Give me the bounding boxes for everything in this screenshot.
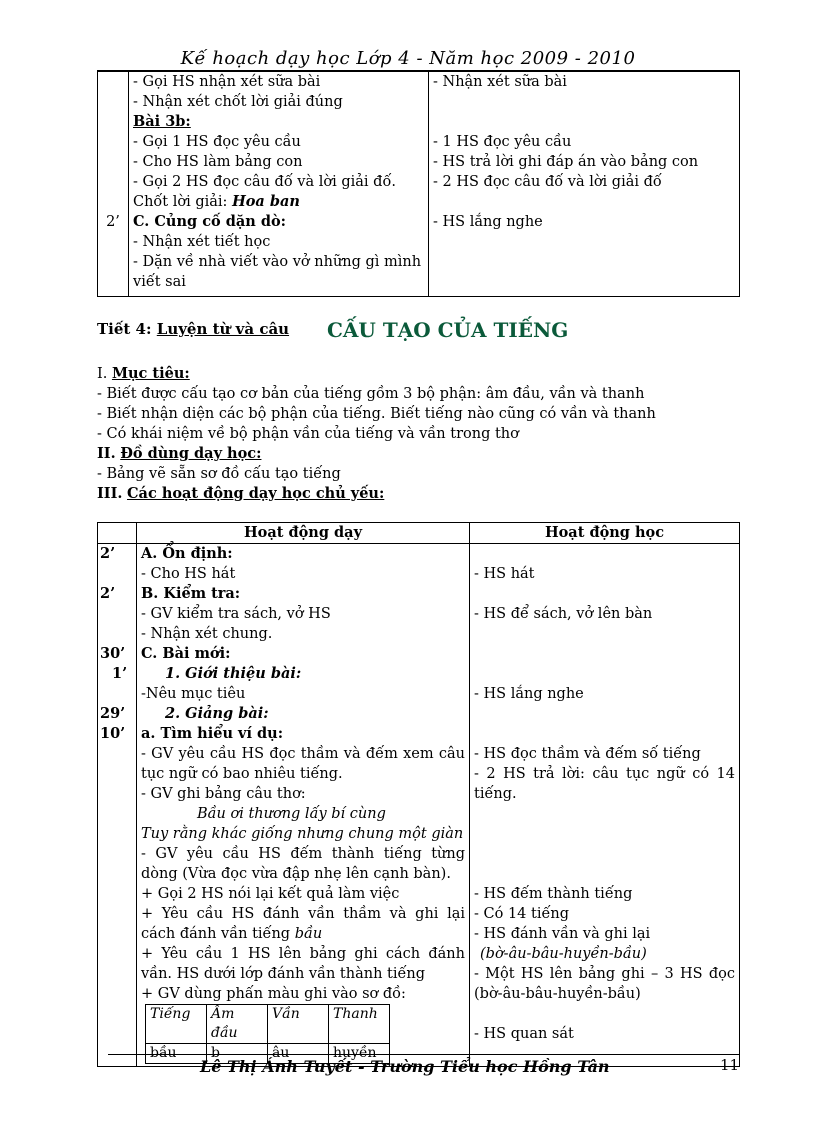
- activity-table: [97, 522, 740, 1067]
- learn-column: [470, 544, 740, 1067]
- diagram-cell: bầu: [146, 1044, 207, 1064]
- time-header: [98, 523, 137, 544]
- exercise-heading: Bài 3b:: [133, 113, 191, 130]
- time-value: 1’: [112, 665, 128, 682]
- lesson-period: [97, 320, 289, 338]
- syllable-diagram: [145, 1004, 390, 1064]
- teach-line: - Nhận xét chung.: [141, 626, 273, 642]
- footer-divider: [108, 1054, 740, 1055]
- section-heading-text: C. Củng cố dặn dò:: [133, 213, 287, 230]
- time-column: [98, 544, 137, 1067]
- teacher-line: - Gọi 1 HS đọc yêu cầu: [133, 134, 301, 150]
- section-heading: [133, 212, 424, 232]
- objective-item: - Có khái niệm về bộ phận vần của tiếng và vần trong thơ: [97, 426, 519, 442]
- time-cell: [98, 72, 129, 297]
- time-value: 29’: [100, 705, 126, 722]
- time-value: 2’: [100, 585, 116, 602]
- answer-line: [133, 192, 424, 212]
- poem-line: Tuy rằng khác giống nhưng chung một giàn: [141, 826, 464, 842]
- time-value: 10’: [100, 725, 126, 742]
- answer-value: Hoa ban: [232, 193, 300, 210]
- student-cell: [429, 72, 740, 297]
- subsection-heading: 2. Giảng bài:: [165, 705, 269, 722]
- learn-header: Hoạt động học: [470, 523, 740, 544]
- teach-header: Hoạt động dạy: [137, 523, 470, 544]
- heading-num: III.: [97, 485, 123, 502]
- diagram-cell: huyền: [329, 1044, 390, 1064]
- student-line: - HS trả lời ghi đáp án vào bảng con: [433, 154, 699, 170]
- section-heading: A. Ổn định:: [141, 545, 233, 562]
- heading-text: Các hoạt động dạy học chủ yếu:: [127, 485, 385, 502]
- time-value: 2’: [100, 545, 116, 562]
- material-item: - Bảng vẽ sẵn sơ đồ cấu tạo tiếng: [97, 466, 341, 482]
- learn-line: (bờ-âu-bâu-huyền-bầu): [480, 946, 647, 962]
- part-heading: a. Tìm hiểu ví dụ:: [141, 725, 284, 742]
- student-line: - Nhận xét sữa bài: [433, 74, 567, 90]
- learn-line: - HS để sách, vở lên bàn: [474, 606, 653, 622]
- student-line: - 2 HS đọc câu đố và lời giải đố: [433, 174, 662, 190]
- teacher-line: - Nhận xét chốt lời giải đúng: [133, 94, 343, 110]
- section-heading: C. Bài mới:: [141, 645, 231, 662]
- heading-num: I.: [97, 366, 108, 382]
- teach-line: [141, 904, 465, 944]
- teach-word: bầu: [294, 926, 323, 942]
- teach-column: [137, 544, 470, 1067]
- heading-num: II.: [97, 445, 116, 462]
- objective-item: - Biết nhận diện các bộ phận của tiếng. Biết tiếng nào cũng có vần và thanh: [97, 406, 656, 422]
- poem-line: Bầu ơi thương lấy bí cùng: [197, 806, 386, 822]
- subsection-heading: 1. Giới thiệu bài:: [165, 665, 302, 682]
- page-header: Kế hoạch dạy học Lớp 4 - Năm học 2009 - 2010: [180, 48, 636, 69]
- diagram-header: Âm đầu: [207, 1005, 268, 1044]
- materials-heading: [97, 444, 656, 464]
- diagram-cell: b: [207, 1044, 268, 1064]
- page-number: 11: [720, 1056, 740, 1074]
- time-value: 2’: [106, 214, 120, 230]
- teach-line: + Gọi 2 HS nói lại kết quả làm việc: [141, 886, 400, 902]
- teach-line: - GV yêu cầu HS đếm thành tiếng từng dòng (Vừa đọc vừa đập nhẹ lên cạnh bàn).: [141, 846, 465, 882]
- learn-line: - HS đếm thành tiếng: [474, 886, 633, 902]
- section-heading: B. Kiểm tra:: [141, 585, 241, 602]
- teach-line: - GV ghi bảng câu thơ:: [141, 786, 306, 802]
- teacher-cell: [129, 72, 429, 297]
- learn-line: - Có 14 tiếng: [474, 906, 570, 922]
- heading-text: Đồ dùng dạy học:: [120, 445, 262, 462]
- objective-item: - Biết được cấu tạo cơ bản của tiếng gồm 3 bộ phận: âm đầu, vần và thanh: [97, 386, 645, 402]
- teach-line: - GV yêu cầu HS đọc thầm và đếm xem câu tục ngữ có bao nhiêu tiếng.: [141, 746, 465, 782]
- teach-text: + Yêu cầu HS đánh vần thầm và ghi lại cách đánh vần tiếng: [141, 906, 465, 942]
- teacher-line: - Nhận xét tiết học: [133, 234, 271, 250]
- teacher-line: - Cho HS làm bảng con: [133, 154, 303, 170]
- teacher-line: - Dặn về nhà viết vào vở những gì mình viết sai: [133, 254, 422, 290]
- learn-line: - HS quan sát: [474, 1026, 574, 1042]
- answer-label: Chốt lời giải:: [133, 194, 228, 210]
- diagram-header: Vần: [268, 1005, 329, 1044]
- heading-text: Mục tiêu:: [111, 365, 190, 382]
- diagram-cell: âu: [268, 1044, 329, 1064]
- teach-line: -Nêu mục tiêu: [141, 686, 246, 702]
- learn-line: - Một HS lên bảng ghi – 3 HS đọc (bờ-âu-bâu-huyền-bầu): [474, 966, 735, 1002]
- subject-label: Luyện từ và câu: [156, 320, 290, 338]
- teach-line: - Cho HS hát: [141, 566, 236, 582]
- teacher-line: - Gọi 2 HS đọc câu đố và lời giải đố.: [133, 174, 396, 190]
- activity-table-continued: [97, 71, 740, 297]
- objectives-heading: [97, 364, 656, 384]
- period-label: Tiết 4:: [97, 320, 152, 338]
- teach-line: - GV kiểm tra sách, vở HS: [141, 606, 331, 622]
- objectives-section: [97, 364, 656, 504]
- lesson-title: CẤU TẠO CỦA TIẾNG: [327, 318, 569, 342]
- footer-author: Lê Thị Ánh Tuyết - Trường Tiểu học Hồng Tân: [200, 1057, 610, 1076]
- student-line: - 1 HS đọc yêu cầu: [433, 134, 572, 150]
- teach-line: + GV dùng phấn màu ghi vào sơ đồ:: [141, 986, 406, 1002]
- diagram-header: Thanh: [329, 1005, 390, 1044]
- learn-line: - HS đánh vần và ghi lại: [474, 926, 651, 942]
- learn-line: - HS lắng nghe: [474, 686, 584, 702]
- learn-line: - HS đọc thầm và đếm số tiếng: [474, 746, 701, 762]
- student-line: - HS lắng nghe: [433, 214, 543, 230]
- learn-line: - HS hát: [474, 566, 535, 582]
- activities-heading: [97, 484, 656, 504]
- diagram-header: Tiếng: [146, 1005, 207, 1044]
- learn-line: - 2 HS trả lời: câu tục ngữ có 14 tiếng.: [474, 766, 735, 802]
- time-value: 30’: [100, 645, 126, 662]
- teach-line: + Yêu cầu 1 HS lên bảng ghi cách đánh vần. HS dưới lớp đánh vần thành tiếng: [141, 946, 465, 982]
- teacher-line: - Gọi HS nhận xét sữa bài: [133, 74, 321, 90]
